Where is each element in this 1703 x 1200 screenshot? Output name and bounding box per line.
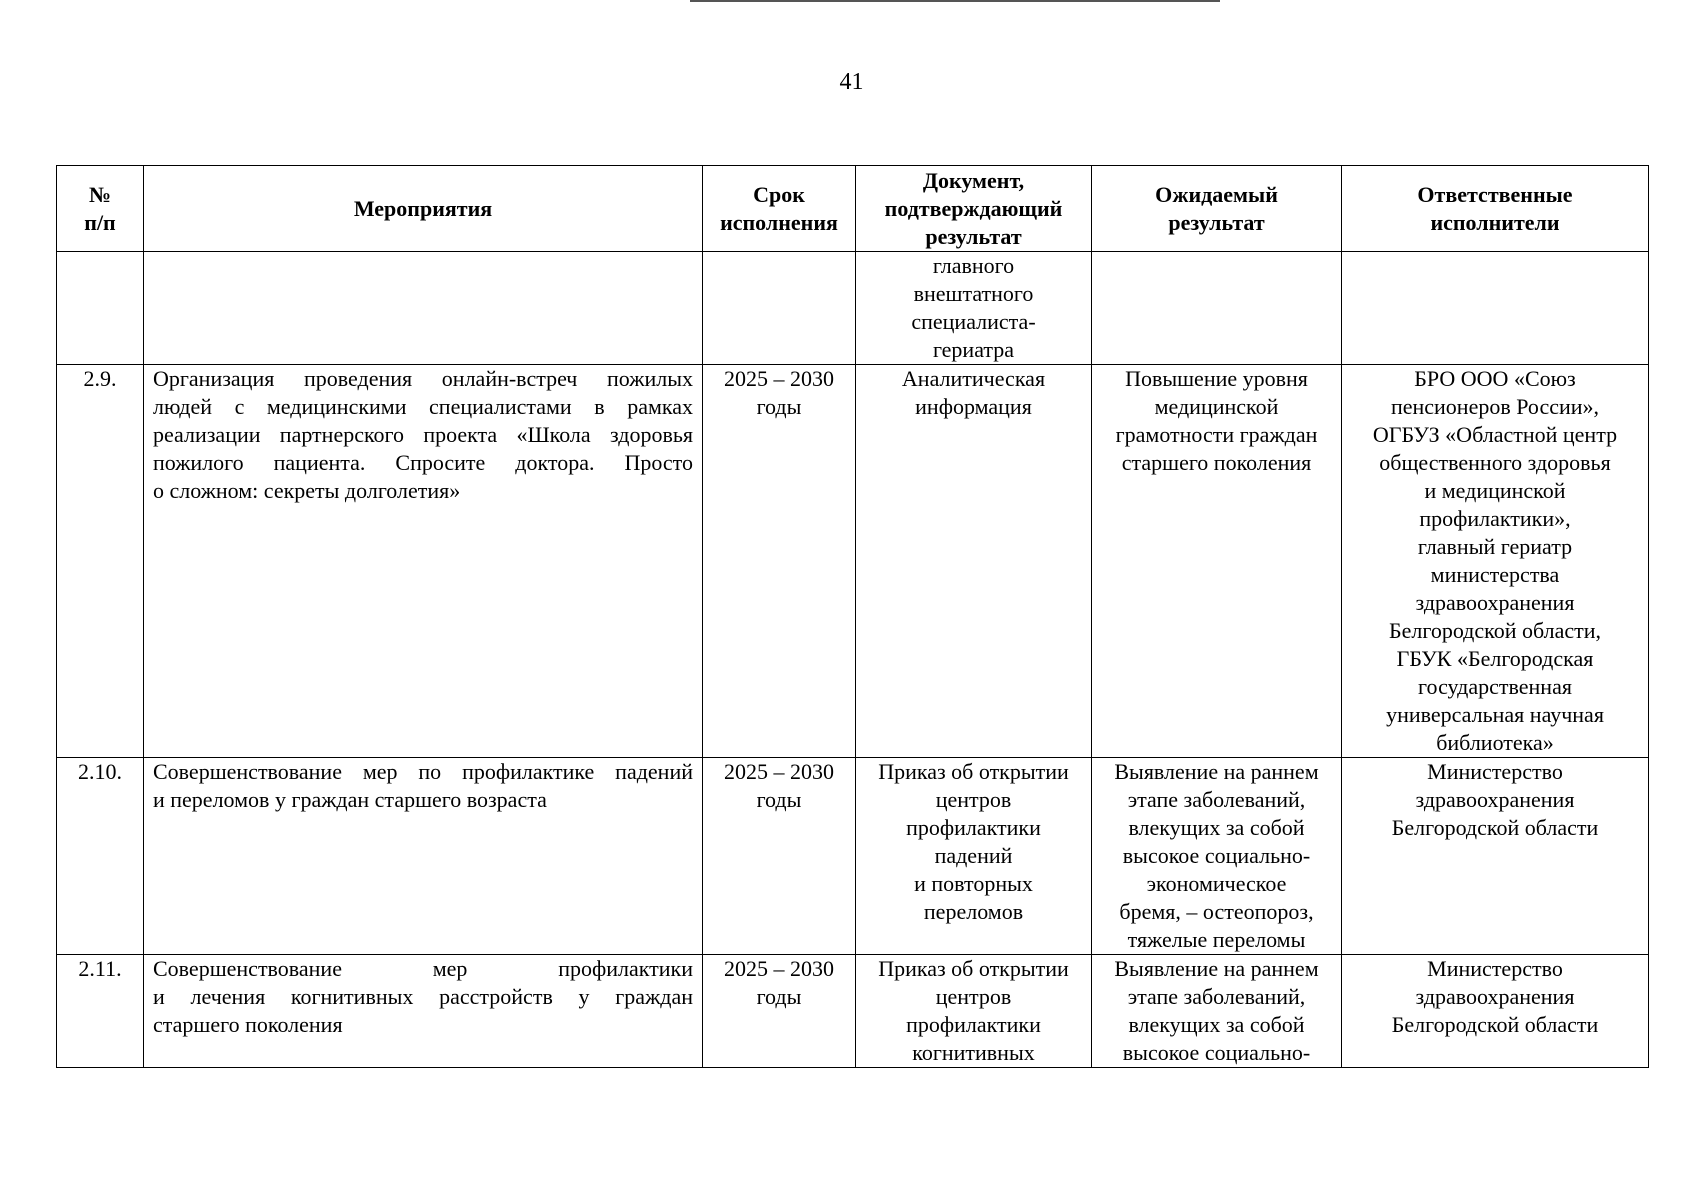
- table-row: [57, 955, 1649, 1068]
- cell-num: 2.11.: [57, 955, 144, 1068]
- result-text-line: медицинской: [1154, 394, 1279, 419]
- document-text-line: профилактики: [906, 1012, 1041, 1037]
- cell-deadline: [703, 758, 856, 955]
- responsible-text-line: Белгородской области: [1391, 815, 1599, 840]
- deadline-text-line: годы: [756, 787, 802, 812]
- events-text-line: и переломов у граждан старшего возраста: [153, 787, 547, 812]
- result-text-line: этапе заболеваний,: [1127, 787, 1306, 812]
- cell-document: [856, 955, 1092, 1068]
- action-plan-table: [56, 165, 1649, 1068]
- events-text-line: старшего поколения: [153, 1012, 343, 1037]
- result-text-line: высокое социально-: [1122, 843, 1311, 868]
- document-text-line: Приказ об открытии: [878, 956, 1069, 981]
- responsible-text-line: Белгородской области,: [1388, 618, 1602, 643]
- cell-result: [1092, 758, 1342, 955]
- document-text-line: падений: [934, 843, 1013, 868]
- cell-responsible: [1342, 758, 1649, 955]
- header-row: [57, 166, 1649, 252]
- cell-document: [856, 758, 1092, 955]
- document-text-line: центров: [935, 787, 1012, 812]
- page-number: 41: [839, 69, 864, 95]
- events-text-line: пожилого пациента. Спросите доктора. Просто: [153, 450, 693, 475]
- cell-num: [57, 252, 144, 365]
- cell-document: [856, 365, 1092, 758]
- responsible-text-line: здравоохранения: [1415, 590, 1575, 615]
- cell-document: [856, 252, 1092, 365]
- events-text-line: о сложном: секреты долголетия»: [153, 478, 461, 503]
- cell-responsible: [1342, 365, 1649, 758]
- cell-deadline: [703, 252, 856, 365]
- deadline-text-line: 2025 – 2030: [724, 759, 834, 784]
- document-text-line: и повторных: [914, 871, 1033, 896]
- header-responsible: Ответственные исполнители: [1342, 166, 1649, 252]
- responsible-text-line: Белгородской области: [1391, 1012, 1599, 1037]
- result-text-line: грамотности граждан: [1115, 422, 1318, 447]
- events-text-line: и лечения когнитивных расстройств у граждан: [153, 984, 693, 1009]
- cell-num: 2.10.: [57, 758, 144, 955]
- document-text-line: переломов: [923, 899, 1024, 924]
- deadline-text-line: 2025 – 2030: [724, 366, 834, 391]
- result-text-line: влекущих за собой: [1128, 815, 1305, 840]
- document-text-line: информация: [915, 394, 1032, 419]
- cell-events: [144, 758, 703, 955]
- cell-result: [1092, 365, 1342, 758]
- cell-num: 2.9.: [57, 365, 144, 758]
- responsible-text-line: здравоохранения: [1415, 787, 1575, 812]
- document-text-line: Приказ об открытии: [878, 759, 1069, 784]
- events-text-line: Совершенствование мер профилактики: [153, 956, 693, 981]
- deadline-text-line: годы: [756, 394, 802, 419]
- responsible-text-line: пенсионеров России»,: [1390, 394, 1600, 419]
- result-text-line: тяжелые переломы: [1127, 927, 1306, 952]
- cell-result: [1092, 252, 1342, 365]
- responsible-text-line: профилактики»,: [1419, 506, 1571, 531]
- cell-deadline: [703, 365, 856, 758]
- result-text-line: Выявление на раннем: [1114, 956, 1319, 981]
- result-text-line: экономическое: [1146, 871, 1287, 896]
- events-text-line: Совершенствование мер по профилактике падений: [153, 759, 693, 784]
- cell-responsible: [1342, 252, 1649, 365]
- document-text-line: внештатного: [913, 281, 1034, 306]
- cell-deadline: [703, 955, 856, 1068]
- top-rule: [690, 0, 1220, 2]
- responsible-text-line: библиотека»: [1436, 730, 1554, 755]
- responsible-text-line: главный гериатр: [1417, 534, 1573, 559]
- responsible-text-line: общественного здоровья: [1379, 450, 1611, 475]
- responsible-text-line: здравоохранения: [1415, 984, 1575, 1009]
- table-row: [57, 758, 1649, 955]
- document-text-line: профилактики: [906, 815, 1041, 840]
- responsible-text-line: универсальная научная: [1386, 702, 1604, 727]
- responsible-text-line: Министерство: [1427, 759, 1563, 784]
- document-text-line: гериатра: [932, 337, 1015, 362]
- document-text-line: когнитивных: [912, 1040, 1035, 1065]
- table-row: [57, 252, 1649, 365]
- result-text-line: старшего поколения: [1121, 450, 1312, 475]
- table-row: [57, 365, 1649, 758]
- document-text-line: Аналитическая: [901, 366, 1046, 391]
- result-text-line: высокое социально-: [1122, 1040, 1311, 1065]
- responsible-text-line: и медицинской: [1424, 478, 1566, 503]
- cell-responsible: [1342, 955, 1649, 1068]
- cell-events: [144, 365, 703, 758]
- events-text-line: реализации партнерского проекта «Школа здоровья: [153, 422, 693, 447]
- header-result: Ожидаемый результат: [1092, 166, 1342, 252]
- deadline-text-line: 2025 – 2030: [724, 956, 834, 981]
- document-text-line: центров: [935, 984, 1012, 1009]
- responsible-text-line: ГБУК «Белгородская: [1396, 646, 1594, 671]
- cell-events: [144, 252, 703, 365]
- result-text-line: Повышение уровня: [1125, 366, 1308, 391]
- cell-result: [1092, 955, 1342, 1068]
- header-num: № п/п: [57, 166, 144, 252]
- responsible-text-line: ОГБУЗ «Областной центр: [1372, 422, 1618, 447]
- result-text-line: Выявление на раннем: [1114, 759, 1319, 784]
- result-text-line: влекущих за собой: [1128, 1012, 1305, 1037]
- responsible-text-line: государственная: [1418, 674, 1572, 699]
- document-text-line: специалиста-: [911, 309, 1036, 334]
- responsible-text-line: министерства: [1430, 562, 1560, 587]
- events-text-line: людей с медицинскими специалистами в рамках: [153, 394, 693, 419]
- cell-events: [144, 955, 703, 1068]
- header-events: Мероприятия: [144, 166, 703, 252]
- deadline-text-line: годы: [756, 984, 802, 1009]
- result-text-line: этапе заболеваний,: [1127, 984, 1306, 1009]
- header-deadline: Срок исполнения: [703, 166, 856, 252]
- responsible-text-line: БРО ООО «Союз: [1414, 366, 1576, 391]
- responsible-text-line: Министерство: [1427, 956, 1563, 981]
- header-document: Документ, подтверждающий результат: [856, 166, 1092, 252]
- result-text-line: бремя, – остеопороз,: [1119, 899, 1314, 924]
- events-text-line: Организация проведения онлайн-встреч пожилых: [153, 366, 693, 391]
- document-text-line: главного: [932, 253, 1015, 278]
